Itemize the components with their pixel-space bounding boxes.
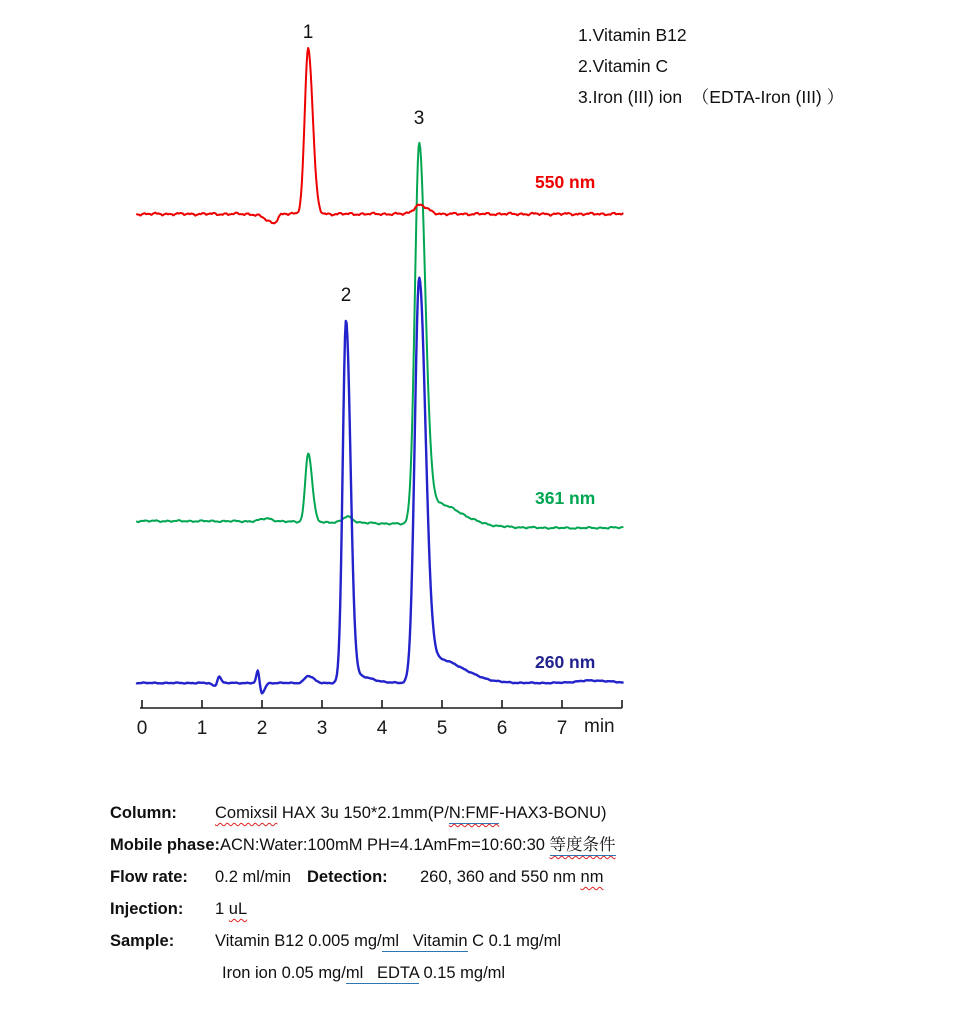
method-text: ACN:Water:100mM PH=4.1AmFm=10:60:30 [220,836,550,854]
x-axis-tick-label: 0 [136,718,148,739]
x-axis-tick-label: 1 [196,718,208,739]
method-text: ml EDTA [345,964,419,982]
x-axis-tick-label: 3 [316,718,328,739]
legend-item: 3.Iron (III) ion （EDTA-Iron (III) ） [578,87,845,107]
flow-rate-label: Flow rate: [110,868,188,886]
method-text: 0.15 mg/ml [418,964,506,982]
method-text: N:FMF [448,804,500,822]
peak-marker-3: 3 [413,108,425,129]
mobile-phase-label: Mobile phase: [110,836,221,854]
x-axis-tick-label: 7 [556,718,568,739]
method-text: -HAX3-BONU) [499,804,607,822]
x-axis-tick-label: 4 [376,718,388,739]
method-line [110,957,616,989]
method-text: 1 [215,900,229,918]
method-text: HAX 3u 150*2.1mm(P/ [277,804,449,822]
method-line [110,829,616,861]
x-axis-tick-label: 6 [496,718,508,739]
wavelength-label-550-nm: 550 nm [535,172,596,192]
method-line [110,797,616,829]
method-line [110,861,616,893]
legend-item: 1.Vitamin B12 [578,25,687,45]
method-line [110,925,616,957]
method-text: 等度条件 [549,836,616,854]
detection-label: Detection: [307,868,388,886]
wavelength-label-361-nm: 361 nm [535,488,596,508]
method-text: ml Vitamin [381,932,468,950]
legend-item: 2.Vitamin C [578,56,669,76]
injection-label: Injection: [110,900,184,918]
x-axis-tick-label: 5 [436,718,448,739]
wavelength-label-260-nm: 260 nm [535,652,596,672]
method-text: C 0.1 mg/ml [467,932,562,950]
method-text: nm [580,868,604,886]
method-text: Iron ion 0.05 mg/ [222,964,346,982]
trace-361-nm [137,143,623,529]
sample-label: Sample: [110,932,175,950]
trace-550-nm [137,48,623,223]
method-line [110,893,616,925]
trace-260-nm [137,278,623,694]
peak-marker-1: 1 [302,22,314,43]
method-text: Vitamin B12 0.005 mg/ [215,932,382,950]
x-axis-tick-label: 2 [256,718,268,739]
method-text: Comixsil [215,804,278,822]
x-axis-unit-label: min [584,716,615,737]
method-text: 260, 360 and 550 nm [420,868,581,886]
method-conditions-block [110,797,616,989]
compound-legend [578,20,844,113]
peak-marker-2: 2 [340,285,352,306]
column-label: Column: [110,804,177,822]
method-text: 0.2 ml/min [215,868,292,886]
method-text: uL [228,900,248,918]
